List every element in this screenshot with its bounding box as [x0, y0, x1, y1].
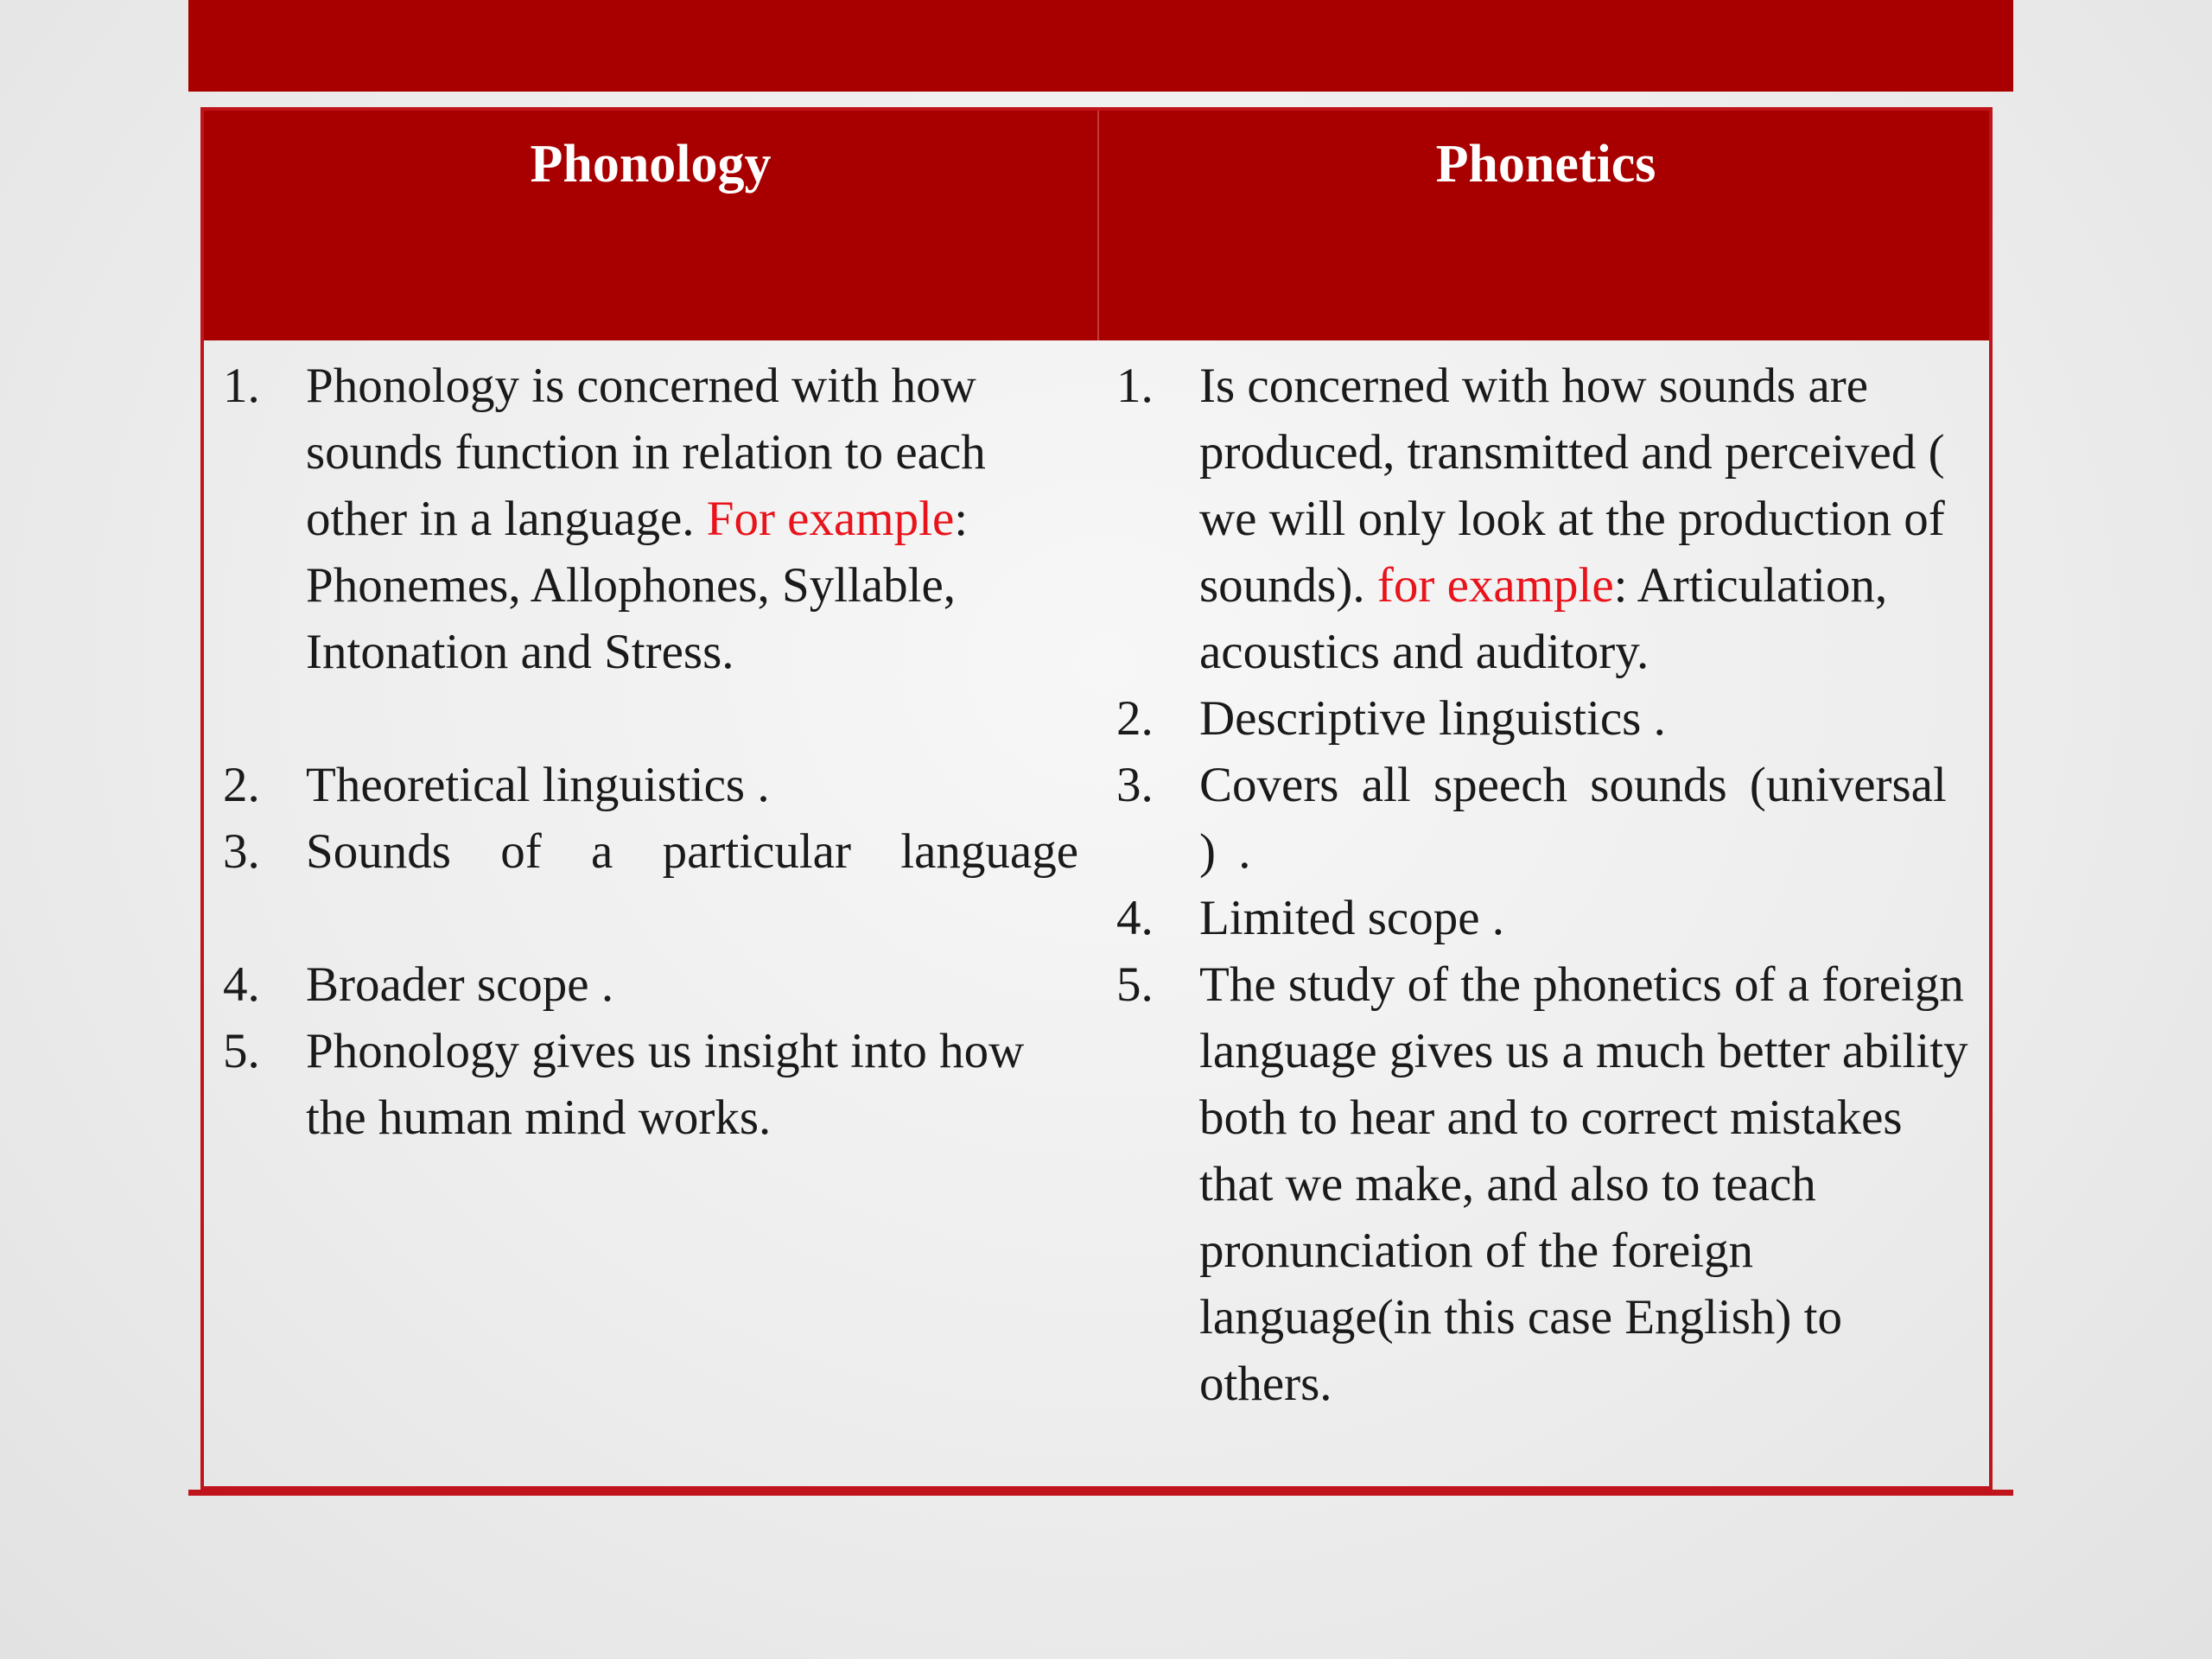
item-number: 5.	[1116, 957, 1154, 1012]
table-header-row	[204, 111, 1989, 340]
item-number: 1.	[223, 359, 260, 413]
spacer	[223, 685, 1078, 752]
item-text: Theoretical linguistics .	[306, 758, 770, 812]
phonology-column	[223, 353, 1078, 1151]
item-number: 4.	[223, 957, 260, 1012]
item-number: 3.	[1116, 758, 1154, 812]
item-text: The study of the phonetics of a foreign language gives us a much better ability both to hear and to correct mistakes that we make, and also to teach pronunciation of the foreign language(in this case English) to others.	[1199, 957, 1968, 1411]
phonetics-column	[1116, 353, 1980, 1417]
item-text: Descriptive linguistics .	[1199, 691, 1666, 746]
phonetics-item-5	[1116, 951, 1980, 1417]
phonetics-item-4	[1116, 885, 1980, 951]
item-text: Limited scope .	[1199, 891, 1504, 945]
top-banner	[188, 0, 2013, 92]
phonology-item-4	[223, 951, 1078, 1018]
item-number: 4.	[1116, 891, 1154, 945]
header-phonetics: Phonetics	[1435, 135, 1656, 194]
header-phonology: Phonology	[530, 135, 772, 194]
phonology-item-5	[223, 1018, 1078, 1151]
item-text-cont: : Articulation, acoustics and auditory.	[1199, 558, 1888, 679]
example-highlight: for example	[1376, 558, 1614, 613]
spacer	[223, 885, 1078, 951]
phonetics-item-2	[1116, 685, 1980, 752]
item-text: Phonology is concerned with how sounds function in relation to each other in a language.	[306, 359, 986, 546]
item-number: 2.	[223, 758, 260, 812]
item-text: Covers all speech sounds (universal ) .	[1199, 758, 1947, 879]
item-number: 2.	[1116, 691, 1154, 746]
example-highlight: For example	[706, 492, 955, 546]
phonology-item-3	[223, 818, 1078, 885]
item-text: Sounds of a particular language	[306, 824, 1078, 879]
phonetics-item-3	[1116, 752, 1980, 885]
item-number: 1.	[1116, 359, 1154, 413]
item-number: 3.	[223, 824, 260, 879]
item-text: Broader scope .	[306, 957, 614, 1012]
phonology-item-2	[223, 752, 1078, 818]
bottom-rule	[188, 1490, 2013, 1496]
item-text: Is concerned with how sounds are produced, transmitted and perceived ( we will only look at the production of sounds).	[1199, 359, 1945, 613]
item-number: 5.	[223, 1024, 260, 1078]
item-text-cont: : Phonemes, Allophones, Syllable, Intonation and Stress.	[306, 492, 969, 679]
phonology-item-1	[223, 353, 1078, 685]
phonetics-item-1	[1116, 353, 1980, 685]
item-text: Phonology gives us insight into how the human mind works.	[306, 1024, 1025, 1145]
